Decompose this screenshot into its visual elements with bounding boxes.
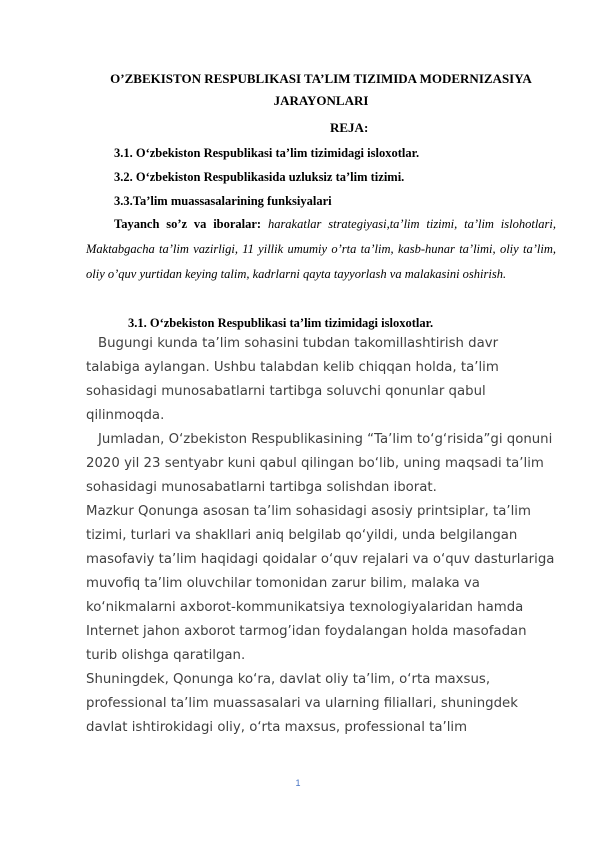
keywords-label: Tayanch so’z va iboralar: xyxy=(114,217,262,231)
document-title: O’ZBEKISTON RESPUBLIKASI TA’LIM TIZIMIDA MODERNIZASIYA JARAYONLARI xyxy=(110,71,532,108)
paragraph-2: Jumladan, O‘zbekiston Respublikasining “Ta’lim to‘g‘risida”gi qonuni 2020 yil 23 sentyabr kuni qabul qilingan bo‘lib, uning maqsadi ta’lim sohasidagi munosabatlarni tartibga solishdan iborat. xyxy=(86,432,553,495)
paragraph-1: Bugungi kunda ta’lim sohasini tubdan takomillashtirish davr talabiga aylangan. Ushbu talabdan kelib chiqqan holda, ta’lim sohasidagi munosabatlarni tartibga soluvchi qonunlar qabul qilinmoqda. xyxy=(86,336,499,423)
paragraph-3: Mazkur Qonunga asosan ta’lim sohasidagi asosiy printsiplar, ta’lim tizimi, turlari va shakllari aniq belgilab qo‘yildi, unda belgilangan masofaviy ta’lim haqidagi qoidalar o‘quv rejalari va o‘quv dasturlariga muvofiq ta’lim oluvchilar tomonidan zarur bilim, malaka va ko‘nikmalarni axborot-kommunikatsiya texnologiyalaridan hamda Internet jahon axborot tarmog’idan foydalangan holda masofadan turib olishga qaratilgan. xyxy=(86,504,555,663)
keywords-text: harakatlar strategiyasi,ta’lim tizimi, ta’lim islohotlari, Maktabgacha ta’lim vazirligi, 11 yillik umumiy o’rta ta’lim, kasb-hunar ta’limi, oliy ta’lim, oliy o’quv yurtidan keying talim, kadrlarni qayta tayyorlash va malakasini oshirish. xyxy=(86,217,557,281)
plan-item-3: 3.3.Ta’lim muassasalarining funksiyalari xyxy=(114,194,332,208)
paragraph-4: Shuningdek, Qonunga ko‘ra, davlat oliy ta’lim, o‘rta maxsus, professional ta’lim muassasalari va ularning filiallari, shuningdek davlat ishtirokidagi oliy, o‘rta maxsus, professional ta’lim xyxy=(86,672,518,735)
keywords-block xyxy=(86,212,556,287)
body-text xyxy=(86,332,556,740)
plan-item-2: 3.2. O‘zbekiston Respublikasida uzluksiz ta’lim tizimi. xyxy=(114,170,405,184)
section-heading: 3.1. O‘zbekiston Respublikasi ta’lim tizimidagi isloxotlar. xyxy=(128,316,434,330)
plan-label: REJA: xyxy=(330,120,369,135)
page-number: 1 xyxy=(295,778,301,788)
plan-item-1: 3.1. O‘zbekiston Respublikasi ta’lim tizimidagi isloxotlar. xyxy=(114,146,420,160)
